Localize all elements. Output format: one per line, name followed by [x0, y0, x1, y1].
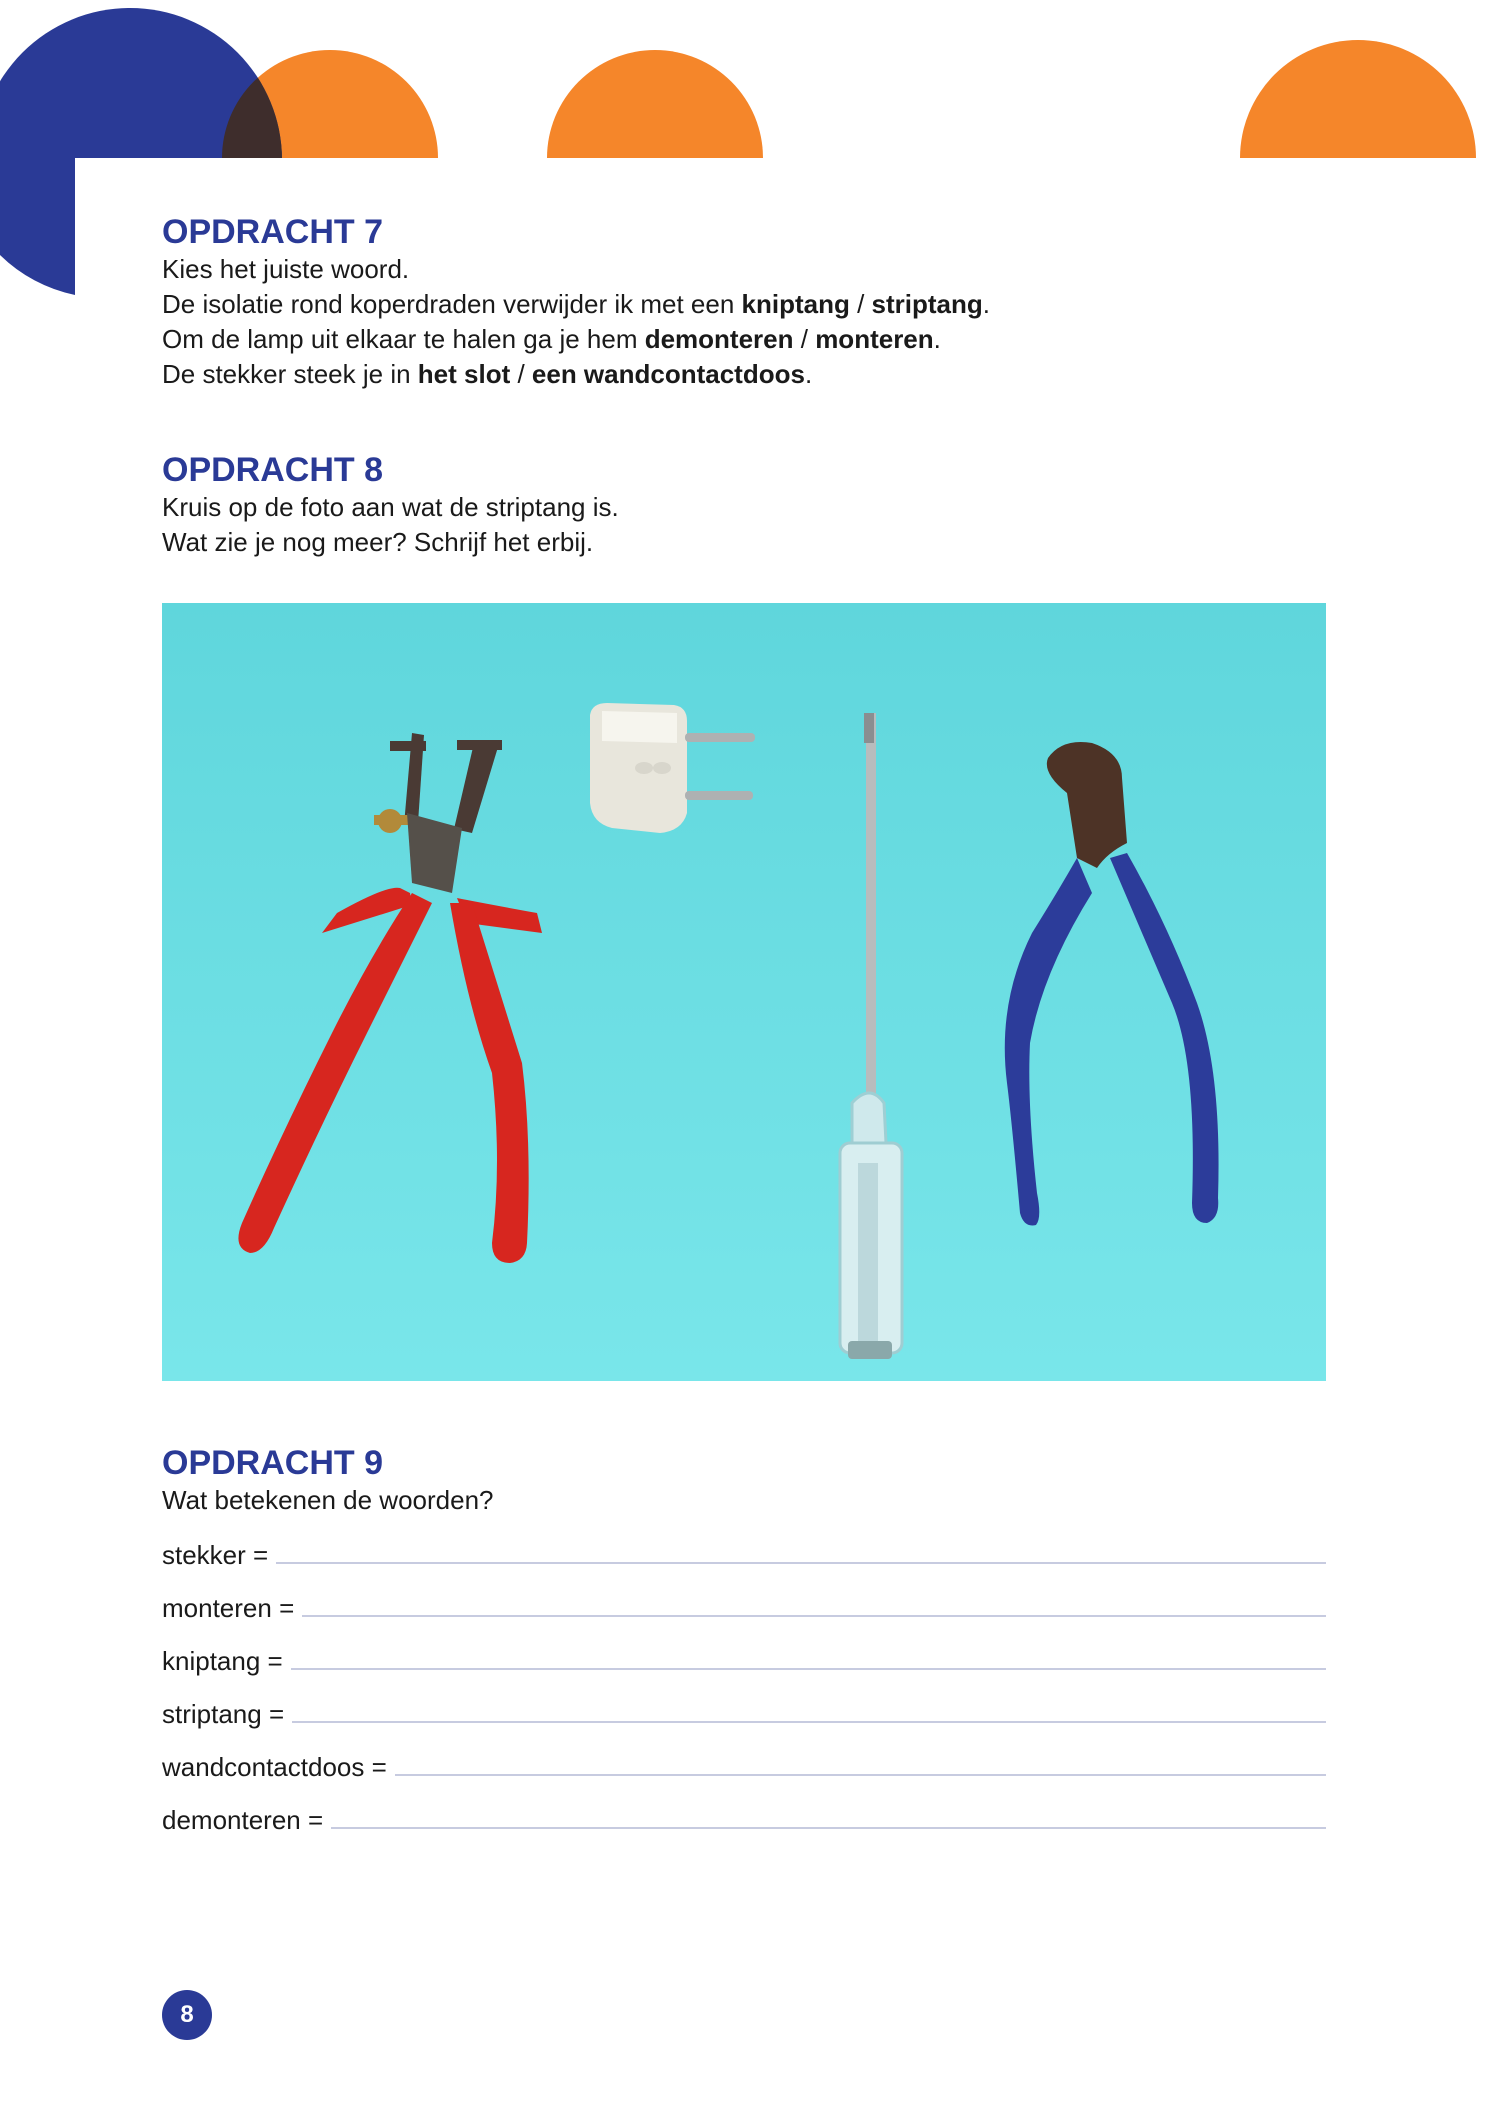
answer-line[interactable]: [395, 1760, 1326, 1776]
choice-het-slot[interactable]: het slot: [417, 359, 511, 389]
opdracht-8-line-1: Kruis op de foto aan wat de striptang is.: [162, 492, 619, 522]
answer-line[interactable]: [331, 1813, 1326, 1829]
opdracht-7-line-1: De isolatie rond koperdraden verwijder ik met een kniptang / striptang.: [162, 289, 990, 319]
answer-line[interactable]: [302, 1601, 1326, 1617]
answer-line[interactable]: [276, 1548, 1326, 1564]
answer-line[interactable]: [291, 1654, 1326, 1670]
opdracht-8: [162, 450, 1326, 560]
term-label: striptang =: [162, 1699, 285, 1729]
definition-row-monteren: [162, 1571, 1326, 1624]
opdracht-7-intro: Kies het juiste woord.: [162, 254, 410, 284]
definition-row-wandcontactdoos: [162, 1730, 1326, 1783]
opdracht-9: [162, 1443, 1326, 1836]
opdracht-8-title: OPDRACHT 8: [162, 451, 384, 489]
choice-demonteren[interactable]: demonteren: [644, 324, 794, 354]
term-label: stekker =: [162, 1540, 269, 1570]
definition-row-stekker: [162, 1518, 1326, 1571]
choice-wandcontactdoos[interactable]: een wandcontactdoos: [531, 359, 805, 389]
definition-row-striptang: [162, 1677, 1326, 1730]
opdracht-7-title: OPDRACHT 7: [162, 213, 384, 251]
choice-kniptang[interactable]: kniptang: [741, 289, 850, 319]
opdracht-7-line-2: Om de lamp uit elkaar te halen ga je hem demonteren / monteren.: [162, 324, 941, 354]
choice-monteren[interactable]: monteren: [815, 324, 934, 354]
term-label: monteren =: [162, 1593, 295, 1623]
term-label: kniptang =: [162, 1646, 283, 1676]
opdracht-9-title: OPDRACHT 9: [162, 1444, 384, 1482]
opdracht-8-line-2: Wat zie je nog meer? Schrijf het erbij.: [162, 527, 594, 557]
answer-line[interactable]: [292, 1707, 1326, 1723]
opdracht-9-intro: Wat betekenen de woorden?: [162, 1485, 494, 1515]
opdracht-7: [162, 212, 1326, 392]
definition-row-kniptang: [162, 1624, 1326, 1677]
opdracht-7-line-3: De stekker steek je in het slot / een wandcontactdoos.: [162, 359, 813, 389]
choice-striptang[interactable]: striptang: [871, 289, 983, 319]
tools-photo[interactable]: [162, 603, 1326, 1381]
definition-row-demonteren: [162, 1783, 1326, 1836]
term-label: demonteren =: [162, 1805, 324, 1835]
term-label: wandcontactdoos =: [162, 1752, 387, 1782]
page-number: 8: [162, 1990, 212, 2040]
